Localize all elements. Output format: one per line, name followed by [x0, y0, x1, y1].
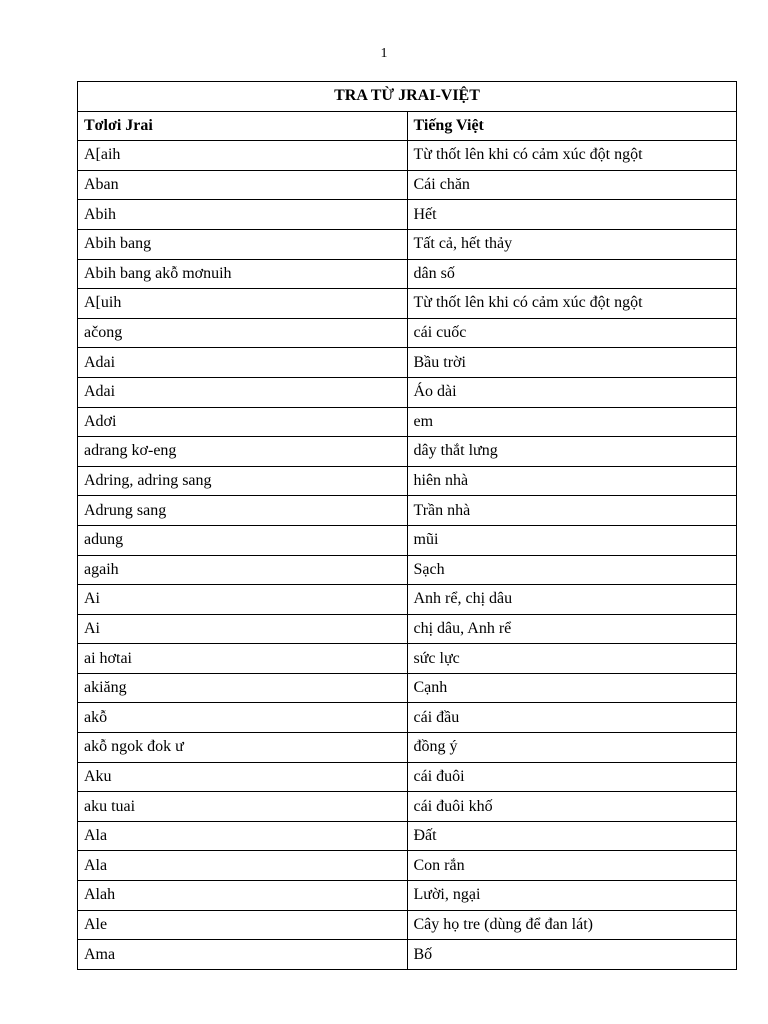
jrai-word-cell: Ai: [78, 614, 408, 644]
jrai-word-cell: akỗ: [78, 703, 408, 733]
jrai-word-cell: Ala: [78, 851, 408, 881]
vietnamese-meaning-cell: dân số: [407, 259, 737, 289]
jrai-word-cell: Abih bang akỗ mơnuih: [78, 259, 408, 289]
table-row: [78, 614, 737, 644]
vietnamese-meaning-cell: Cạnh: [407, 673, 737, 703]
vietnamese-meaning-cell: Bầu trời: [407, 348, 737, 378]
table-row: [78, 496, 737, 526]
table-header-row: [78, 111, 737, 141]
table-row: [78, 881, 737, 911]
vietnamese-meaning-cell: Bố: [407, 940, 737, 970]
jrai-word-cell: Alah: [78, 881, 408, 911]
table-row: [78, 377, 737, 407]
table-row: [78, 141, 737, 171]
vietnamese-meaning-cell: Từ thốt lên khi có cảm xúc đột ngột: [407, 289, 737, 319]
vietnamese-meaning-cell: cái đuôi khố: [407, 792, 737, 822]
vietnamese-meaning-cell: Tất cả, hết thảy: [407, 229, 737, 259]
vietnamese-meaning-cell: Cái chăn: [407, 170, 737, 200]
dictionary-table-body: [78, 82, 737, 970]
jrai-word-cell: agaih: [78, 555, 408, 585]
jrai-word-cell: ai hơtai: [78, 644, 408, 674]
jrai-word-cell: Adrung sang: [78, 496, 408, 526]
jrai-word-cell: Adring, adring sang: [78, 466, 408, 496]
vietnamese-meaning-cell: chị dâu, Anh rể: [407, 614, 737, 644]
table-row: [78, 821, 737, 851]
jrai-word-cell: Ale: [78, 910, 408, 940]
table-row: [78, 229, 737, 259]
jrai-word-cell: akiăng: [78, 673, 408, 703]
vietnamese-meaning-cell: Từ thốt lên khi có cảm xúc đột ngột: [407, 141, 737, 171]
jrai-word-cell: Adai: [78, 377, 408, 407]
jrai-word-cell: adung: [78, 525, 408, 555]
table-row: [78, 910, 737, 940]
table-row: [78, 703, 737, 733]
table-row: [78, 525, 737, 555]
jrai-word-cell: Ama: [78, 940, 408, 970]
table-row: [78, 348, 737, 378]
table-row: [78, 466, 737, 496]
vietnamese-meaning-cell: Lười, ngại: [407, 881, 737, 911]
vietnamese-meaning-cell: mũi: [407, 525, 737, 555]
table-row: [78, 733, 737, 763]
table-row: [78, 289, 737, 319]
page-number: 1: [380, 46, 388, 61]
jrai-word-cell: Aban: [78, 170, 408, 200]
header-vietnamese: Tiếng Việt: [407, 111, 737, 141]
vietnamese-meaning-cell: Trần nhà: [407, 496, 737, 526]
vietnamese-meaning-cell: sức lực: [407, 644, 737, 674]
vietnamese-meaning-cell: Cây họ tre (dùng để đan lát): [407, 910, 737, 940]
table-row: [78, 407, 737, 437]
table-row: [78, 644, 737, 674]
table-row: [78, 792, 737, 822]
jrai-word-cell: Ai: [78, 585, 408, 615]
vietnamese-meaning-cell: đồng ý: [407, 733, 737, 763]
table-row: [78, 555, 737, 585]
vietnamese-meaning-cell: hiên nhà: [407, 466, 737, 496]
vietnamese-meaning-cell: em: [407, 407, 737, 437]
table-row: [78, 259, 737, 289]
jrai-word-cell: adrang kơ-eng: [78, 437, 408, 467]
jrai-word-cell: A[aih: [78, 141, 408, 171]
jrai-word-cell: Abih: [78, 200, 408, 230]
vietnamese-meaning-cell: dây thắt lưng: [407, 437, 737, 467]
table-row: [78, 200, 737, 230]
vietnamese-meaning-cell: cái đầu: [407, 703, 737, 733]
vietnamese-meaning-cell: cái cuốc: [407, 318, 737, 348]
table-row: [78, 437, 737, 467]
jrai-word-cell: Adơi: [78, 407, 408, 437]
table-row: [78, 673, 737, 703]
vietnamese-meaning-cell: Áo dài: [407, 377, 737, 407]
jrai-word-cell: Adai: [78, 348, 408, 378]
vietnamese-meaning-cell: Đất: [407, 821, 737, 851]
table-row: [78, 762, 737, 792]
jrai-word-cell: aku tuai: [78, 792, 408, 822]
header-jrai: Tơlơi Jrai: [78, 111, 408, 141]
table-row: [78, 851, 737, 881]
table-row: [78, 170, 737, 200]
jrai-word-cell: A[uih: [78, 289, 408, 319]
vietnamese-meaning-cell: cái đuôi: [407, 762, 737, 792]
jrai-word-cell: Abih bang: [78, 229, 408, 259]
jrai-word-cell: ačong: [78, 318, 408, 348]
vietnamese-meaning-cell: Anh rể, chị dâu: [407, 585, 737, 615]
vietnamese-meaning-cell: Hết: [407, 200, 737, 230]
table-row: [78, 318, 737, 348]
vietnamese-meaning-cell: Sạch: [407, 555, 737, 585]
jrai-word-cell: Aku: [78, 762, 408, 792]
vietnamese-meaning-cell: Con rắn: [407, 851, 737, 881]
table-row: [78, 585, 737, 615]
table-title: TRA TỪ JRAI-VIỆT: [78, 82, 737, 112]
dictionary-table: [77, 81, 737, 970]
table-title-row: [78, 82, 737, 112]
jrai-word-cell: Ala: [78, 821, 408, 851]
jrai-word-cell: akỗ ngok đok ư: [78, 733, 408, 763]
table-row: [78, 940, 737, 970]
